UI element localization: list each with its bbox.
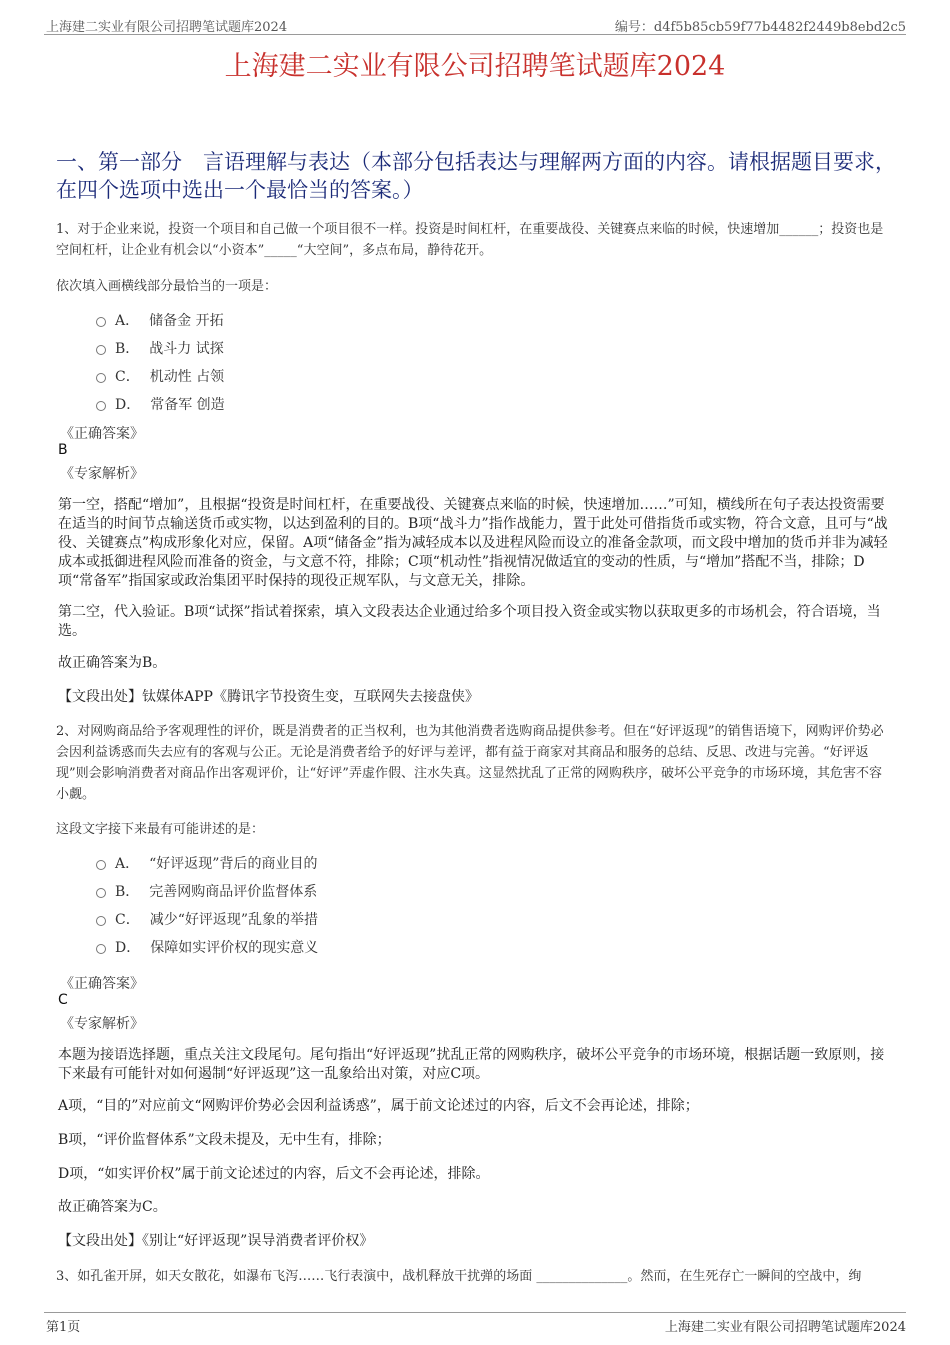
- option-text: 减少“好评返现”乱象的举措: [149, 912, 319, 928]
- question-1-analysis-label: 《专家解析》: [60, 466, 144, 482]
- option-text: 战斗力 试探: [149, 341, 224, 357]
- option-letter: D．: [115, 940, 141, 956]
- question-2-analysis-p5: 故正确答案为C。: [58, 1199, 167, 1215]
- option-letter: C．: [115, 369, 140, 385]
- option-text: 储备金 开拓: [149, 313, 224, 329]
- option-letter: A．: [115, 856, 140, 872]
- option-text: 保障如实评价权的现实意义: [150, 940, 319, 956]
- header-doc-id: 编号：d4f5b85cb59f77b4482f2449b8ebd2c5: [614, 20, 906, 35]
- question-1-option-c[interactable]: [96, 366, 224, 386]
- option-text: “好评返现”背后的商业目的: [149, 856, 318, 872]
- question-3-text: 3、如孔雀开屏，如天女散花，如瀑布飞泻……飞行表演中，战机释放干扰弹的场面 ______________。然而，在生死存亡一瞬间的空战中，绚: [56, 1269, 862, 1284]
- question-2-text: 2、对网购商品给予客观理性的评价，既是消费者的正当权利，也为其他消费者选购商品提供参考。但在“好评返现”的销售语境下，网购评价势必会因利益诱惑而失去应有的客观与公正。无论是消费者给予的好评与差评，都有益于商家对其商品和服务的总结、反思、改进与完善。“好评返现”则会影响消费者对商品作出客观评价，让“好评”弄虚作假、注水失真。这显然扰乱了正常的网购秩序，破坏公平竞争的市场环境，其危害不容小觑。: [56, 724, 884, 802]
- question-1-prompt: 依次填入画横线部分最恰当的一项是：: [56, 279, 278, 294]
- question-2-source: 【文段出处】《别让“好评返现”误导消费者评价权》: [58, 1233, 374, 1249]
- page-title: 上海建二实业有限公司招聘笔试题库2024: [224, 51, 726, 82]
- question-2-option-d[interactable]: [96, 937, 318, 957]
- question-1-source: 【文段出处】钛媒体APP《腾讯字节投资生变，互联网失去接盘侠》: [58, 689, 479, 705]
- question-2-option-a[interactable]: [96, 853, 317, 873]
- question-2-answer-label: 《正确答案》: [60, 976, 144, 992]
- question-2-analysis-p2: A项，“目的”对应前文“网购评价势必会因利益诱惑”，属于前文论述过的内容，后文不会再论述，排除；: [58, 1098, 699, 1114]
- option-text: 完善网购商品评价监督体系: [149, 884, 318, 900]
- question-1-option-d[interactable]: [96, 394, 225, 414]
- option-letter: D．: [115, 397, 141, 413]
- question-1-analysis-p3: 故正确答案为B。: [58, 655, 167, 671]
- option-letter: C．: [115, 912, 140, 928]
- page-footer: [44, 1312, 906, 1333]
- header-doc-title: 上海建二实业有限公司招聘笔试题库2024: [46, 20, 288, 35]
- option-letter: A．: [115, 313, 140, 329]
- footer-doc-title: 上海建二实业有限公司招聘笔试题库2024: [664, 1320, 906, 1335]
- radio-icon[interactable]: [96, 345, 106, 355]
- radio-icon[interactable]: [96, 373, 106, 383]
- radio-icon[interactable]: [96, 860, 106, 870]
- question-2-analysis-p4: D项，“如实评价权”属于前文论述过的内容，后文不会再论述，排除。: [58, 1166, 490, 1182]
- question-1-analysis-p1: 第一空，搭配“增加”，且根据“投资是时间杠杆，在重要战役、关键赛点来临的时候，快速增加……”可知，横线所在句子表达投资需要在适当的时间节点输送货币或实物，以达到盈利的目的。B项“战斗力”指作战能力，置于此处可借指货币或实物，符合文意，且可与“战役、关键赛点”构成形象化对应，保留。A项“储备金”指为减轻成本以及进程风险而设立的准备金款项，而文段中增加的货币并非为减轻成本或抵御进程风险而准备的资金，与文意不符，排除；C项“机动性”指视情况做适宜的变动的性质，与“增加”搭配不当，排除；D项“常备军”指国家或政治集团平时保持的现役正规军队，与文意无关，排除。: [58, 497, 888, 589]
- question-2-option-b[interactable]: [96, 881, 317, 901]
- page-number: 第1页: [46, 1320, 81, 1335]
- question-1-analysis-p2: 第二空，代入验证。B项“试探”指试着探索，填入文段表达企业通过给多个项目投入资金或实物以获取更多的市场机会，符合语境，当选。: [58, 604, 881, 639]
- radio-icon[interactable]: [96, 888, 106, 898]
- question-2-answer: C: [58, 992, 68, 1008]
- option-letter: B．: [115, 884, 140, 900]
- radio-icon[interactable]: [96, 317, 106, 327]
- question-1-answer-label: 《正确答案》: [60, 426, 144, 442]
- radio-icon[interactable]: [96, 401, 106, 411]
- question-1-text: 1、对于企业来说，投资一个项目和自己做一个项目很不一样。投资是时间杠杆，在重要战役、关键赛点来临的时候，快速增加______；投资也是空间杠杆，让企业有机会以“小资本”_____“大空间”，多点布局，静待花开。: [56, 222, 884, 258]
- radio-icon[interactable]: [96, 916, 106, 926]
- question-2-analysis-label: 《专家解析》: [60, 1016, 144, 1032]
- question-1-answer: B: [58, 442, 68, 458]
- question-1-option-b[interactable]: [96, 338, 224, 358]
- question-2-option-c[interactable]: [96, 909, 318, 929]
- question-2-analysis-p3: B项，“评价监督体系”文段未提及，无中生有，排除；: [58, 1132, 391, 1148]
- question-2-analysis-p1: 本题为接语选择题，重点关注文段尾句。尾句指出“好评返现”扰乱正常的网购秩序，破坏公平竞争的市场环境，根据话题一致原则，接下来最有可能针对如何遏制“好评返现”这一乱象给出对策，对应C项。: [58, 1047, 885, 1082]
- option-text: 常备军 创造: [150, 397, 225, 413]
- option-text: 机动性 占领: [149, 369, 225, 385]
- page-header: [44, 14, 906, 35]
- section-heading: 一、第一部分 言语理解与表达（本部分包括表达与理解两方面的内容。请根据题目要求，在四个选项中选出一个最恰当的答案。）: [56, 150, 896, 202]
- option-letter: B．: [115, 341, 140, 357]
- question-2-prompt: 这段文字接下来最有可能讲述的是：: [56, 822, 265, 837]
- radio-icon[interactable]: [96, 944, 106, 954]
- question-1-option-a[interactable]: [96, 310, 224, 330]
